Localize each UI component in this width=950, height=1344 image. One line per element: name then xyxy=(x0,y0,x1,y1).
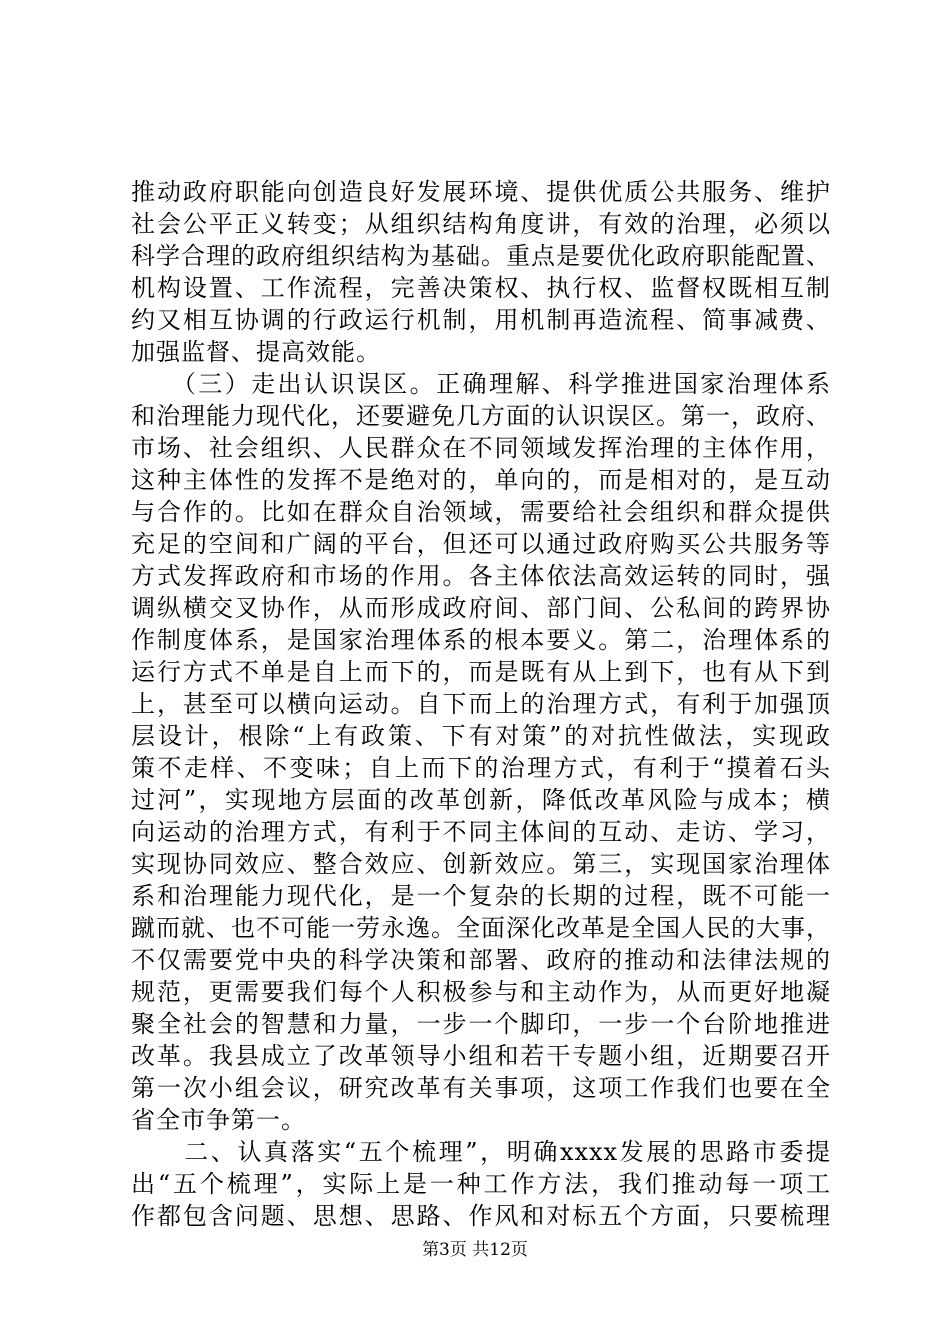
text-line: 这种主体性的发挥不是绝对的，单向的，而是相对的，是互动 xyxy=(131,466,831,494)
text-line: 第一次小组会议，研究改革有关事项，这项工作我们也要在全 xyxy=(131,1074,831,1102)
text-line: 二、认真落实“五个梳理”，明确xxxx发展的思路市委提 xyxy=(131,1138,831,1166)
text-line: 过河”，实现地方层面的改革创新，降低改革风险与成本；横 xyxy=(131,786,831,814)
text-line: 约又相互协调的行政运行机制，用机制再造流程、简事减费、 xyxy=(131,306,831,334)
text-line: 和治理能力现代化，还要避免几方面的认识误区。第一，政府、 xyxy=(131,402,831,430)
text-line: 上，甚至可以横向运动。自下而上的治理方式，有利于加强顶 xyxy=(131,690,831,718)
text-line: 层设计，根除“上有政策、下有对策”的对抗性做法，实现政 xyxy=(131,722,831,750)
text-line: 加强监督、提高效能。 xyxy=(131,338,381,366)
text-line: 充足的空间和广阔的平台，但还可以通过政府购买公共服务等 xyxy=(131,530,831,558)
text-line: 机构设置、工作流程，完善决策权、执行权、监督权既相互制 xyxy=(131,274,831,302)
page-number: 第3页 共12页 xyxy=(422,1240,528,1260)
text-line: 调纵横交叉协作，从而形成政府间、部门间、公私间的跨界协 xyxy=(131,594,831,622)
text-line: 蹴而就、也不可能一劳永逸。全面深化改革是全国人民的大事， xyxy=(131,914,831,942)
text-line: 系和治理能力现代化，是一个复杂的长期的过程，既不可能一 xyxy=(131,882,831,910)
text-line: 运行方式不单是自上而下的，而是既有从上到下，也有从下到 xyxy=(131,658,831,686)
text-line: 实现协同效应、整合效应、创新效应。第三，实现国家治理体 xyxy=(131,850,831,878)
text-line: 方式发挥政府和市场的作用。各主体依法高效运转的同时，强 xyxy=(131,562,831,590)
text-line: 作都包含问题、思想、思路、作风和对标五个方面，只要梳理 xyxy=(131,1202,831,1230)
page-footer xyxy=(0,1238,950,1262)
text-line: 推动政府职能向创造良好发展环境、提供优质公共服务、维护 xyxy=(131,178,831,206)
text-line: 不仅需要党中央的科学决策和部署、政府的推动和法律法规的 xyxy=(131,946,831,974)
text-line: 科学合理的政府组织结构为基础。重点是要优化政府职能配置、 xyxy=(131,242,831,270)
text-line: 社会公平正义转变；从组织结构角度讲，有效的治理，必须以 xyxy=(131,210,831,238)
text-line: 向运动的治理方式，有利于不同主体间的互动、走访、学习， xyxy=(131,818,831,846)
text-line: 聚全社会的智慧和力量，一步一个脚印，一步一个台阶地推进 xyxy=(131,1010,831,1038)
text-line: 改革。我县成立了改革领导小组和若干专题小组，近期要召开 xyxy=(131,1042,831,1070)
text-line: 出“五个梳理”，实际上是一种工作方法，我们推动每一项工 xyxy=(131,1170,831,1198)
text-line: 规范，更需要我们每个人积极参与和主动作为，从而更好地凝 xyxy=(131,978,831,1006)
body-text xyxy=(131,176,831,1232)
text-line: （三）走出认识误区。正确理解、科学推进国家治理体系 xyxy=(131,370,831,398)
text-line: 市场、社会组织、人民群众在不同领域发挥治理的主体作用， xyxy=(131,434,831,462)
text-line: 策不走样、不变味；自上而下的治理方式，有利于“摸着石头 xyxy=(131,754,831,782)
text-line: 与合作的。比如在群众自治领域，需要给社会组织和群众提供 xyxy=(131,498,831,526)
text-line: 省全市争第一。 xyxy=(131,1106,306,1134)
text-line: 作制度体系，是国家治理体系的根本要义。第二，治理体系的 xyxy=(131,626,831,654)
